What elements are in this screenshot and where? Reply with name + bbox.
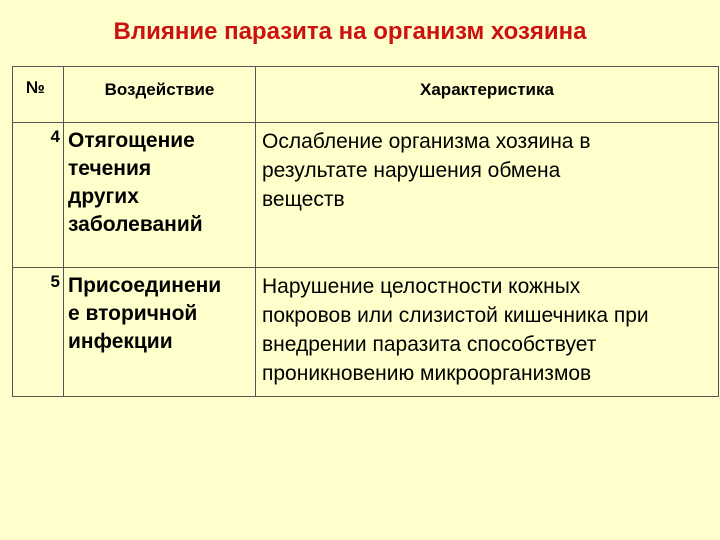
row-number: 4 [13,123,64,268]
parasite-effects-table [12,66,719,397]
row-effect: Отягощение течения других заболеваний [64,123,256,268]
row-characteristic: Нарушение целостности кожных покровов или слизистой кишечника при внедрении паразита способствует проникновению микроорганизмов [256,268,719,397]
row-effect: Присоединени е вторичной инфекции [64,268,256,397]
table-header-row [13,67,719,123]
header-effect: Воздействие [64,67,256,123]
row-number: 5 [13,268,64,397]
page-title: Влияние паразита на организм хозяина [113,18,587,45]
table-row [13,268,719,397]
header-characteristic: Характеристика [256,67,719,123]
table-row [13,123,719,268]
header-number: № [13,67,64,123]
row-characteristic: Ослабление организма хозяина в результате нарушения обмена веществ [256,123,719,268]
